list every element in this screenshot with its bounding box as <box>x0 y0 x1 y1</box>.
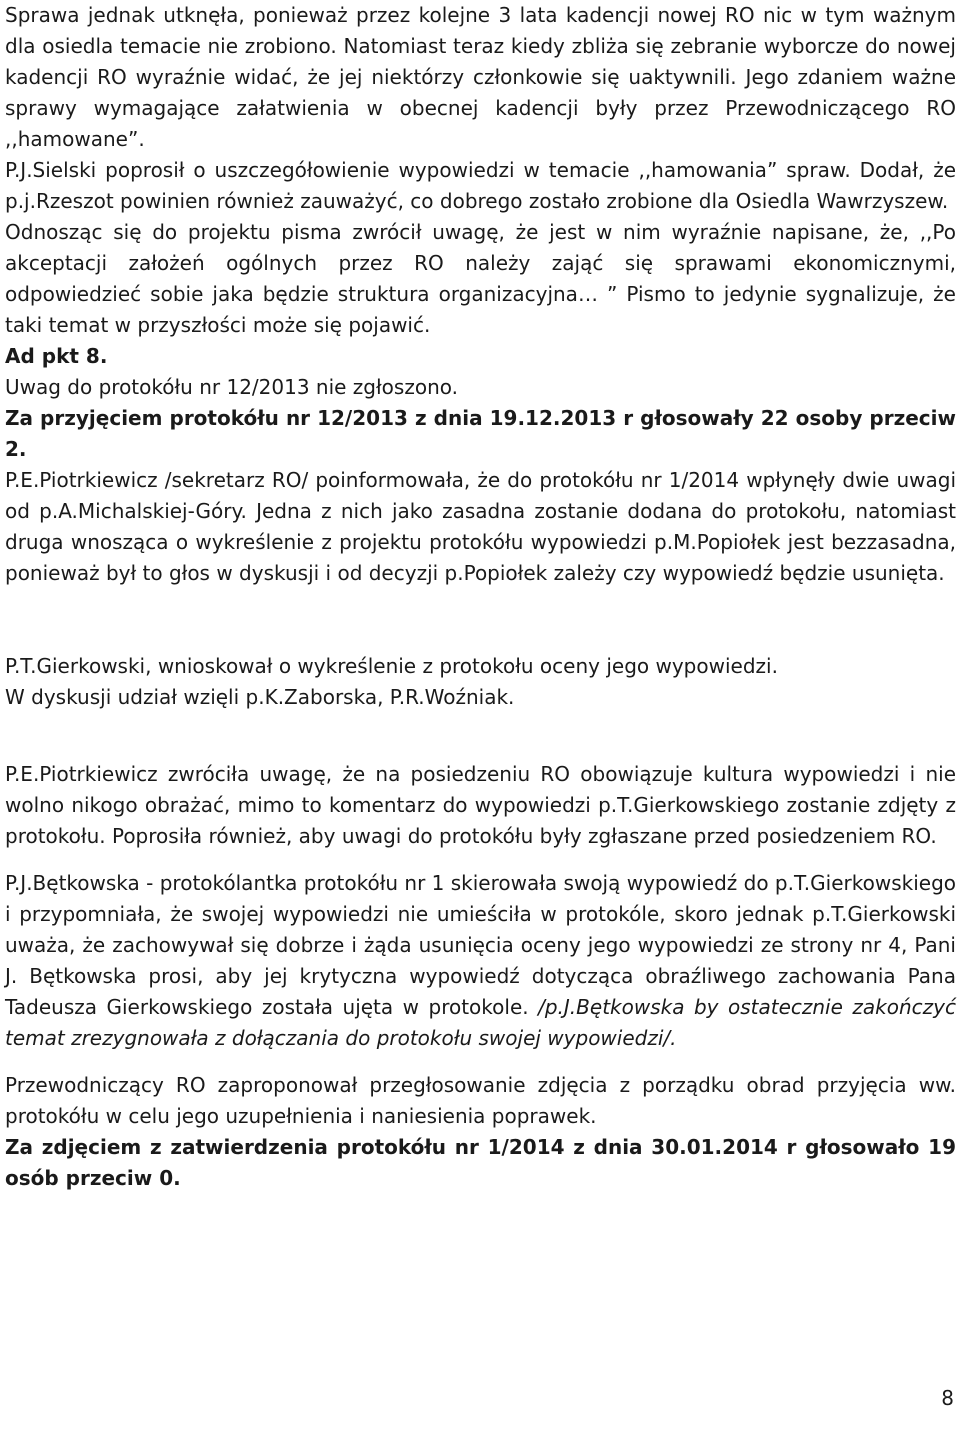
page-number: 8 <box>941 1386 954 1410</box>
paragraph-projekt-pisma: Odnosząc się do projektu pisma zwrócił uwagę, że jest w nim wyraźnie napisane, że, ,,Po akceptacji założeń ogólnych przez RO należy zająć się sprawami ekonomicznymi, odpowiedzieć sobie jaka będzie struktura organizacyjna… ” Pismo to jedynie sygnalizuje, że taki temat w przyszłości może się pojawić. <box>5 220 956 337</box>
paragraph-piotrkiewicz-kultura: P.E.Piotrkiewicz zwróciła uwagę, że na posiedzeniu RO obowiązuje kultura wypowiedzi i nie wolno nikogo obrażać, mimo to komentarz do wypowiedzi p.T.Gierkowskiego zostanie zdjęty z protokołu. Poprosiła również, aby uwagi do protokółu były zgłaszane przed posiedzeniem RO. <box>5 762 956 848</box>
document-page <box>5 0 956 1194</box>
spacer <box>5 713 956 759</box>
vote-result-1: Za przyjęciem protokółu nr 12/2013 z dnia 19.12.2013 r głosowały 22 osoby przeciw 2. <box>5 406 956 461</box>
paragraph-przewodniczacy: Przewodniczący RO zaproponował przegłosowanie zdjęcia z porządku obrad przyjęcia ww. protokółu w celu jego uzupełnienia i naniesienia poprawek. <box>5 1073 956 1128</box>
paragraph-sprawa: Sprawa jednak utknęła, ponieważ przez kolejne 3 lata kadencji nowej RO nic w tym ważnym dla osiedla temacie nie zrobiono. Natomiast teraz kiedy zbliża się zebranie wyborcze do nowej kadencji RO wyraźnie widać, że jej niektórzy członkowie się uaktywnili. Jego zdaniem ważne sprawy wymagające załatwienia w obecnej kadencji były przez Przewodniczącego RO ,,hamowane”. <box>5 3 956 151</box>
paragraph-uwagi: Uwag do protokółu nr 12/2013 nie zgłoszono. <box>5 375 458 399</box>
section-heading-ad-pkt-8: Ad pkt 8. <box>5 344 108 368</box>
paragraph-sielski: P.J.Sielski poprosił o uszczegółowienie wypowiedzi w temacie ,,hamowania” spraw. Dodał, że p.j.Rzeszot powinien również zauważyć, co dobrego zostało zrobione dla Osiedla Wawrzyszew. <box>5 158 956 213</box>
paragraph-betkowska-italic: /p.J.Bętkowska by ostatecznie zakończyć temat zrezygnowała z dołączania do protokołu swojej wypowiedzi/. <box>5 995 956 1050</box>
vote-result-2: Za zdjęciem z zatwierdzenia protokółu nr 1/2014 z dnia 30.01.2014 r głosowało 19 osób przeciw 0. <box>5 1135 956 1190</box>
paragraph-piotrkiewicz-uwagi: P.E.Piotrkiewicz /sekretarz RO/ poinformowała, że do protokółu nr 1/2014 wpłynęły dwie uwagi od p.A.Michalskiej-Góry. Jedna z nich jako zasadna zostanie dodana do protokołu, natomiast druga wnosząca o wykreślenie z projektu protokółu wypowiedzi p.M.Popiołek jest bezzasadna, ponieważ był to głos w dyskusji i od decyzji p.Popiołek zależy czy wypowiedź będzie usunięta. <box>5 468 956 585</box>
paragraph-dyskusja: W dyskusji udział wzięli p.K.Zaborska, P.R.Woźniak. <box>5 685 515 709</box>
spacer <box>5 1054 956 1070</box>
paragraph-gierkowski-wniosek: P.T.Gierkowski, wnioskował o wykreślenie z protokołu oceny jego wypowiedzi. <box>5 654 778 678</box>
paragraph-betkowska-text: P.J.Bętkowska - protokólantka protokółu nr 1 skierowała swoją wypowiedź do p.T.Gierkowskiego i przypomniała, że swojej wypowiedzi nie umieściła w protokóle, skoro jednak p.T.Gierkowski uważa, że zachowywał się dobrze i żąda usunięcia oceny jego wypowiedzi ze strony nr 4, Pani J. Bętkowska prosi, aby jej krytyczna wypowiedź dotycząca obraźliwego zachowania Pana Tadeusza Gierkowskiego została ujęta w protokole. <box>5 871 957 1019</box>
paragraph-betkowska <box>5 868 956 1054</box>
spacer <box>5 852 956 868</box>
spacer <box>5 589 956 651</box>
